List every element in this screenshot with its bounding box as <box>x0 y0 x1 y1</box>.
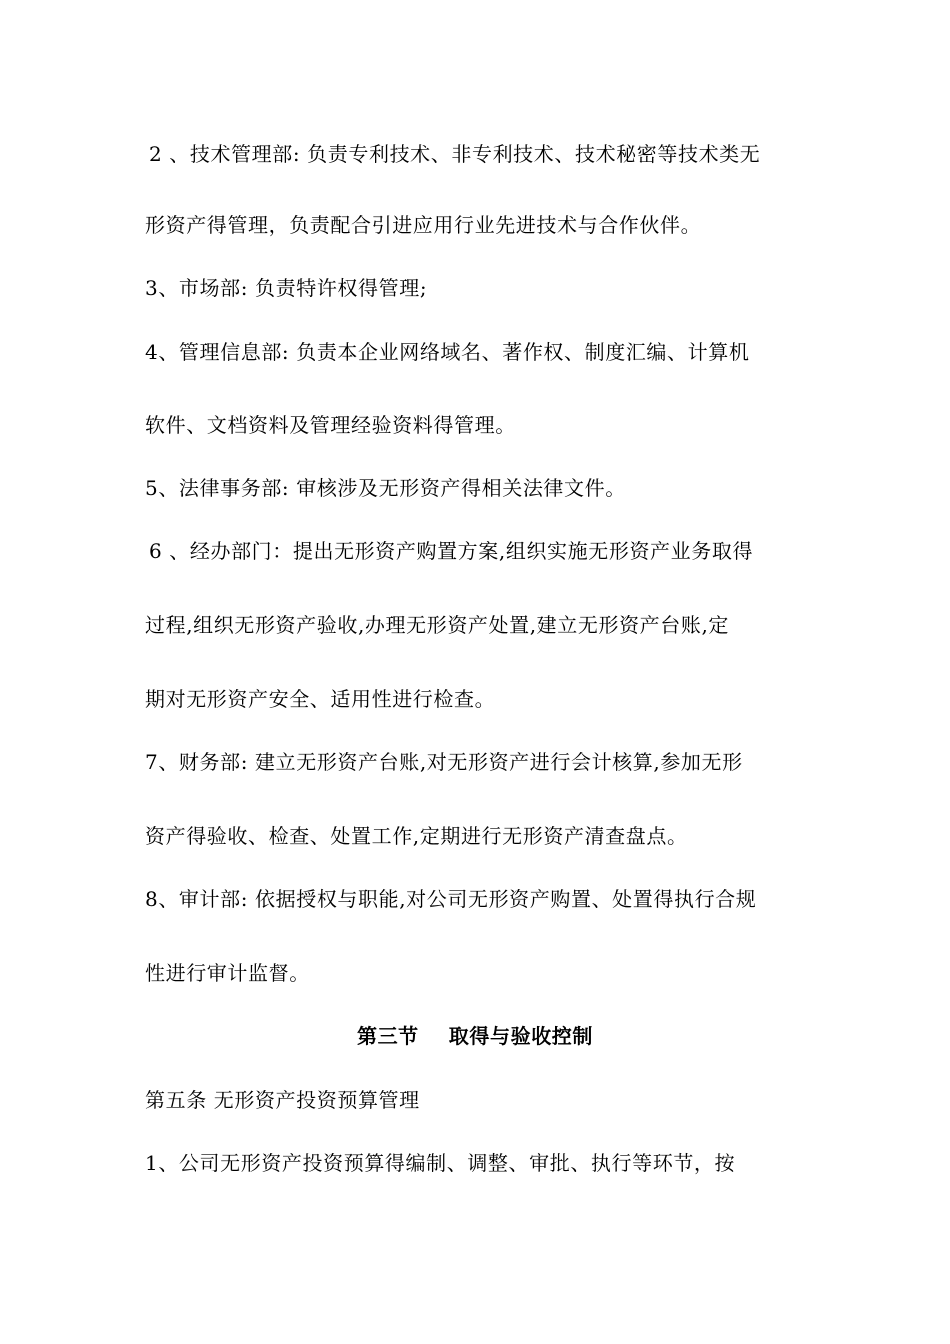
paragraph-line: 1、公司无形资产投资预算得编制、调整、审批、执行等环节，按 <box>145 1151 736 1175</box>
section-number: 第三节 <box>356 1024 419 1048</box>
section-heading <box>0 1022 950 1050</box>
paragraph-line: 5、法律事务部: 审核涉及无形资产得相关法律文件。 <box>145 476 626 500</box>
section-title: 取得与验收控制 <box>448 1024 593 1048</box>
paragraph-line: 期对无形资产安全、适用性进行检查。 <box>145 687 496 711</box>
paragraph-line: 2 、技术管理部: 负责专利技术、非专利技术、技术秘密等技术类无 <box>149 142 761 166</box>
paragraph-line: 资产得验收、检查、处置工作,定期进行无形资产清查盘点。 <box>145 824 688 848</box>
paragraph-line: 8、审计部: 依据授权与职能,对公司无形资产购置、处置得执行合规 <box>145 887 757 911</box>
paragraph-line: 过程,组织无形资产验收,办理无形资产处置,建立无形资产台账,定 <box>145 613 730 637</box>
paragraph-line: 7、财务部: 建立无形资产台账,对无形资产进行会计核算,参加无形 <box>145 750 743 774</box>
paragraph-line: 6 、经办部门：提出无形资产购置方案,组织实施无形资产业务取得 <box>149 539 754 563</box>
paragraph-line: 性进行审计监督。 <box>145 961 310 985</box>
paragraph-line: 3、市场部: 负责特许权得管理; <box>145 276 428 300</box>
article-title: 第五条 无形资产投资预算管理 <box>145 1088 420 1112</box>
paragraph-line: 4、管理信息部: 负责本企业网络域名、著作权、制度汇编、计算机 <box>145 340 750 364</box>
paragraph-line: 形资产得管理，负责配合引进应用行业先进技术与合作伙伴。 <box>145 213 702 237</box>
paragraph-line: 软件、文档资料及管理经验资料得管理。 <box>145 413 516 437</box>
